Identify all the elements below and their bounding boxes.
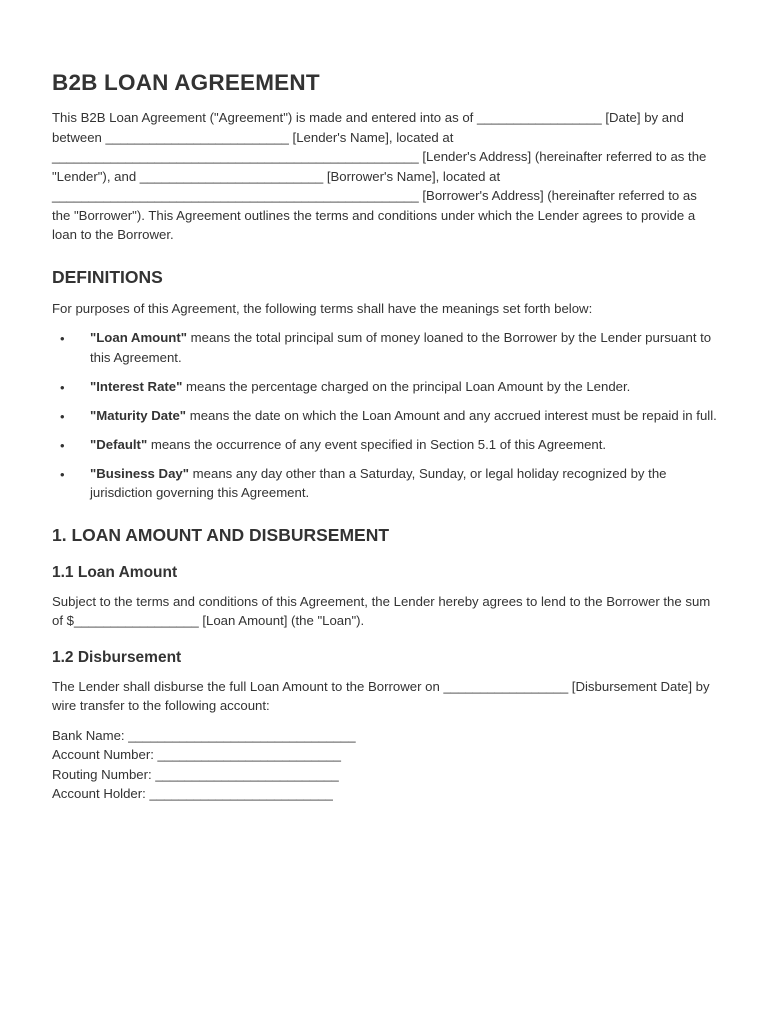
account-details <box>52 726 718 804</box>
section-1-1-text: Subject to the terms and conditions of this Agreement, the Lender hereby agrees to lend to the Borrower the sum of $_________________ [Loan Amount] (the "Loan"). <box>52 593 711 628</box>
definition-term: "Loan Amount" <box>90 330 187 345</box>
definition-text: means the occurrence of any event specified in Section 5.1 of this Agreement. <box>147 436 607 452</box>
definition-item-interest-rate <box>52 377 718 397</box>
bullet-icon: • <box>60 437 65 453</box>
definition-term: "Default" <box>90 436 148 452</box>
definition-text: means any day other than a Saturday, Sunday, or legal holiday recognized by the jurisdiction governing this Agreement. <box>90 465 667 500</box>
bullet-icon: • <box>60 379 65 395</box>
definition-text: means the total principal sum of money loaned to the Borrower by the Lender pursuant to this Agreement. <box>90 330 712 365</box>
definitions-heading: DEFINITIONS <box>52 266 163 287</box>
definition-term: "Interest Rate" <box>90 378 183 394</box>
account-number-line: Account Number: _________________________ <box>52 747 341 762</box>
definition-item-loan-amount <box>52 328 718 367</box>
definition-item-default <box>52 435 718 455</box>
document-title: B2B LOAN AGREEMENT <box>52 70 320 95</box>
definition-text: means the percentage charged on the principal Loan Amount by the Lender. <box>182 378 631 394</box>
bullet-icon: • <box>60 331 65 346</box>
section-1-2-heading: 1.2 Disbursement <box>52 648 182 666</box>
bullet-icon: • <box>60 466 65 482</box>
definition-term: "Business Day" <box>90 465 189 481</box>
intro-paragraph: This B2B Loan Agreement ("Agreement") is made and entered into as of _________________ [Date] by and between _________________________ [Lender's Name], located at __________________________________________________ [Lender's Address] (hereinafter referred to as the "Lender"), and _________________________ [Borrower's Name], located at __________________________________________________ [Borrower's Address] (hereinafter referred to as the "Borrower"). This Agreement outlines the terms and conditions under which the Lender agrees to provide a loan to the Borrower. <box>52 110 707 242</box>
definition-text: means the date on which the Loan Amount and any accrued interest must be repaid in full. <box>186 407 717 423</box>
section-1-heading: 1. LOAN AMOUNT AND DISBURSEMENT <box>52 524 390 545</box>
bullet-icon: • <box>60 408 65 424</box>
bank-name-line: Bank Name: _______________________________ <box>52 727 356 743</box>
definition-item-business-day <box>52 464 718 503</box>
definitions-lead: For purposes of this Agreement, the following terms shall have the meanings set forth below: <box>52 300 593 316</box>
section-1-1-heading: 1.1 Loan Amount <box>52 563 178 581</box>
definition-item-maturity-date <box>52 406 718 426</box>
account-holder-line: Account Holder: _________________________ <box>52 786 333 801</box>
routing-number-line: Routing Number: _________________________ <box>52 766 339 782</box>
definition-term: "Maturity Date" <box>90 407 187 423</box>
section-1-2-text: The Lender shall disburse the full Loan Amount to the Borrower on _________________ [Disbursement Date] by wire transfer to the following account: <box>52 678 710 713</box>
document-content <box>52 70 718 804</box>
definitions-list <box>52 328 718 503</box>
